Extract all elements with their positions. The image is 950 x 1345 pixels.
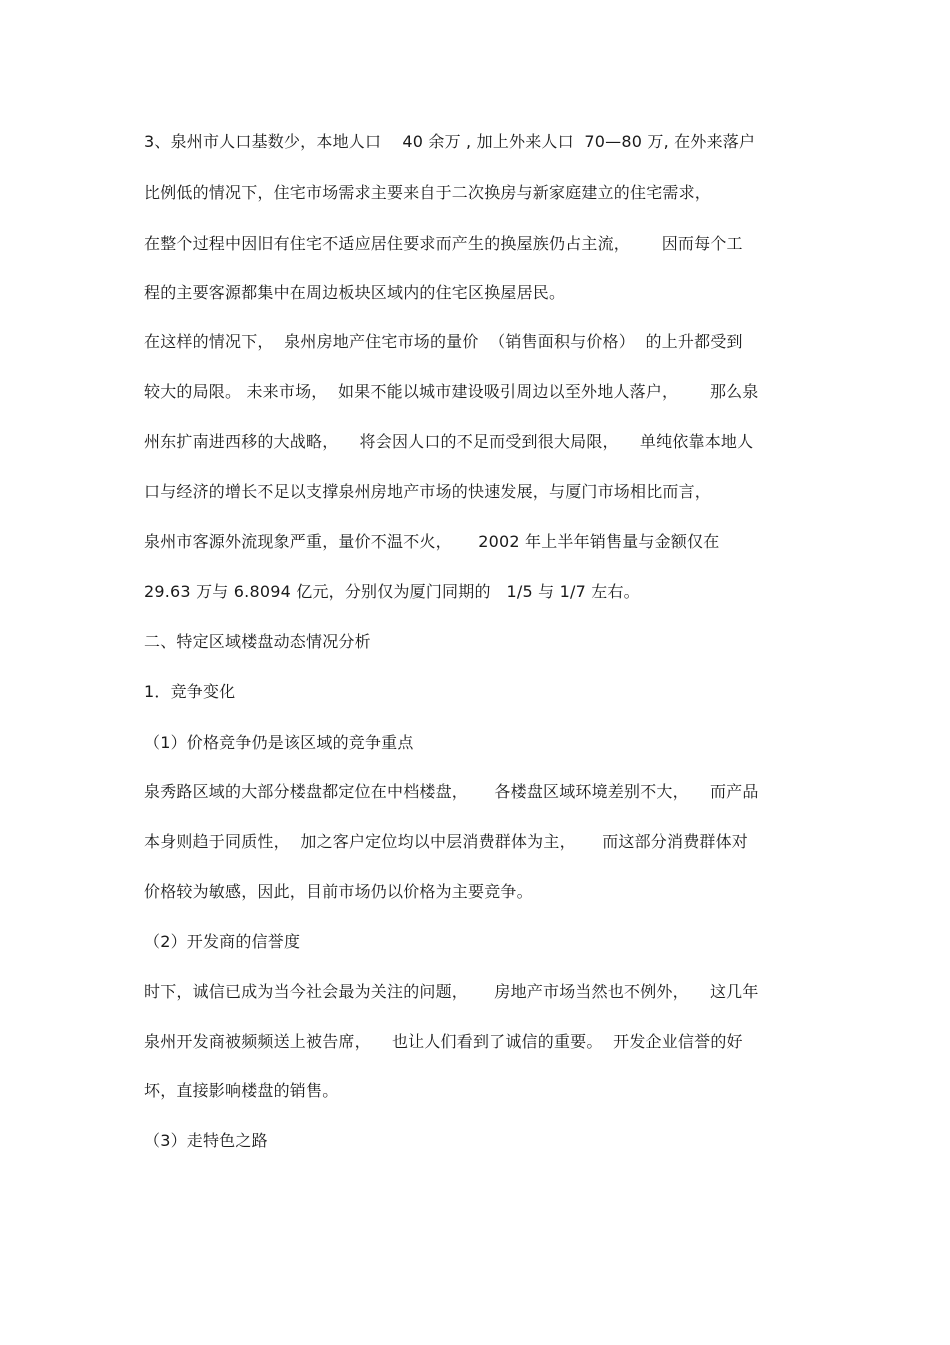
paragraph-line: 口与经济的增长不足以支撑泉州房地产市场的快速发展，与厦门市场相比而言， — [144, 482, 712, 501]
paragraph-line: 泉州市客源外流现象严重，量价不温不火， 2002 年上半年销售量与金额仅在 — [144, 532, 720, 551]
paragraph-line: 程的主要客源都集中在周边板块区域内的住宅区换屋居民。 — [144, 283, 566, 302]
paragraph-line: 泉州开发商被频频送上被告席， 也让人们看到了诚信的重要。 开发企业信誉的好 — [144, 1032, 743, 1051]
item-heading: （1）价格竞争仍是该区域的竞争重点 — [144, 733, 414, 752]
item-heading: （2）开发商的信誉度 — [144, 932, 301, 951]
paragraph-line: 29.63 万与 6.8094 亿元，分别仅为厦门同期的 1/5 与 1/7 左右。 — [144, 582, 640, 601]
item-heading: （3）走特色之路 — [144, 1131, 268, 1150]
paragraph-line: 时下，诚信已成为当今社会最为关注的问题， 房地产市场当然也不例外， 这几年 — [144, 982, 759, 1001]
paragraph-line: 3、泉州市人口基数少，本地人口 40 余万 , 加上外来人口 70—80 万, 在外来落户 — [144, 132, 756, 151]
paragraph-line: 坏，直接影响楼盘的销售。 — [144, 1081, 339, 1100]
paragraph-line: 在这样的情况下， 泉州房地产住宅市场的量价 （销售面积与价格） 的上升都受到 — [144, 332, 743, 351]
paragraph-line: 州东扩南进西移的大战略， 将会因人口的不足而受到很大局限， 单纯依靠本地人 — [144, 432, 754, 451]
paragraph-line: 价格较为敏感，因此，目前市场仍以价格为主要竞争。 — [144, 882, 533, 901]
subsection-heading: 1．竞争变化 — [144, 682, 236, 701]
section-heading: 二、特定区域楼盘动态情况分析 — [144, 632, 371, 651]
paragraph-line: 比例低的情况下，住宅市场需求主要来自于二次换房与新家庭建立的住宅需求， — [144, 183, 712, 202]
paragraph-line: 在整个过程中因旧有住宅不适应居住要求而产生的换屋族仍占主流， 因而每个工 — [144, 234, 743, 253]
paragraph-line: 泉秀路区域的大部分楼盘都定位在中档楼盘， 各楼盘区域环境差别不大， 而产品 — [144, 782, 759, 801]
paragraph-line: 本身则趋于同质性， 加之客户定位均以中层消费群体为主， 而这部分消费群体对 — [144, 832, 749, 851]
paragraph-line: 较大的局限。 未来市场， 如果不能以城市建设吸引周边以至外地人落户， 那么泉 — [144, 382, 759, 401]
